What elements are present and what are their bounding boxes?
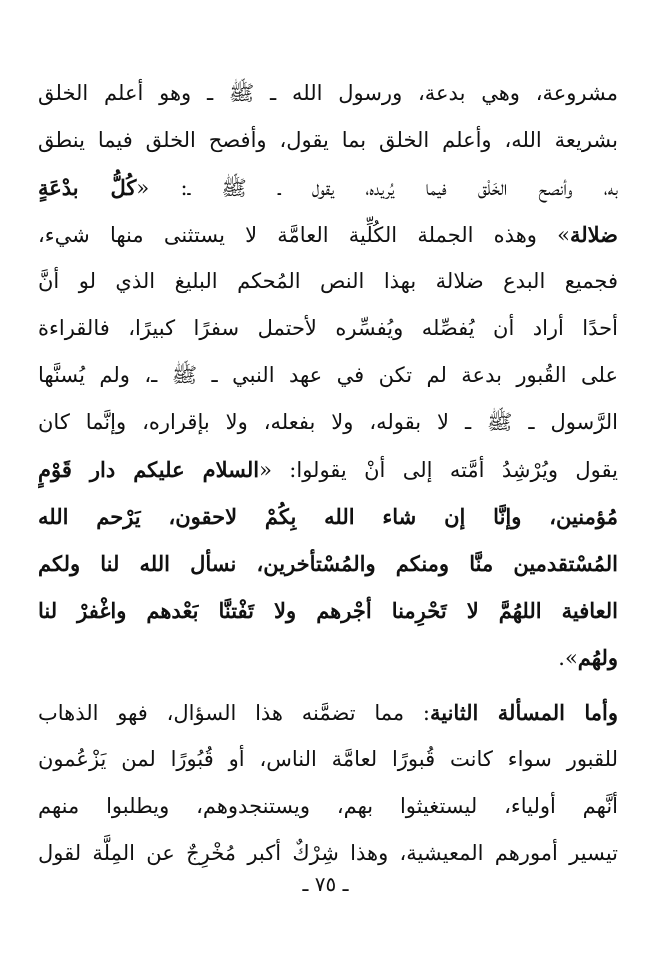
text-segment: على القُبور بدعة لم تكن في عهد النبي ـ ﷺ ـ، ولم يُسنَّها — [38, 363, 618, 387]
text-line — [38, 736, 618, 783]
bold-text-segment: مُؤمنين، وإنَّا إن شاء الله بِكُمْ لاحقون، يَرْحم الله — [38, 504, 618, 529]
text-segment: : مما تضمَّنه هذا السؤال، فهو الذهاب — [38, 701, 430, 725]
text-line — [38, 211, 618, 258]
text-line — [38, 634, 618, 681]
bold-text-segment: ضلالة — [569, 222, 618, 247]
text-line — [38, 352, 618, 399]
text-segment: تيسير أمورهم المعيشية، وهذا شِرْكٌ أكبر مُخْرِجٌ عن المِلَّة لقول — [38, 841, 618, 865]
text-line — [38, 258, 618, 305]
text-segment: مشروعة، وهي بدعة، ورسول الله ـ ﷺ ـ وهو أعلم الخلق — [38, 81, 618, 105]
paragraph-2 — [38, 689, 618, 877]
bold-text-segment: العافية اللهُمَّ لا تَحْرِمنا أجْرهم ولا تَفْتنَّا بَعْدهم واغْفرْ لنا — [38, 598, 618, 623]
bold-text-segment: المُسْتقدمين منَّا ومنكم والمُسْتأخرين، نسأل الله لنا ولكم — [38, 551, 618, 576]
text-line — [38, 783, 618, 830]
text-line — [38, 689, 618, 736]
bold-text-segment: وأما المسألة الثانية — [429, 700, 618, 725]
text-segment: فجميع البدع ضلالة بهذا النص المُحكم البليغ الذي لو أنَّ — [38, 269, 618, 293]
text-segment: بشريعة الله، وأعلم الخلق بما يقول، وأفصح الخلق فيما ينطق — [38, 128, 618, 152]
text-line — [38, 493, 618, 540]
text-line — [38, 305, 618, 352]
text-line — [38, 830, 618, 877]
text-segment: للقبور سواء كانت قُبورًا لعامَّة الناس، أو قُبُورًا لمن يَزْعُمون — [38, 747, 618, 771]
document-page — [38, 70, 618, 870]
paragraph-gap — [38, 681, 618, 689]
text-line — [38, 399, 618, 446]
bold-text-segment: كُلُّ بدْعَةٍ — [38, 175, 137, 200]
text-line — [38, 70, 618, 117]
page-number: ـ ٧٥ ـ — [302, 872, 349, 896]
bold-text-segment: السلام عليكم دار قَوْمٍ — [38, 457, 260, 482]
text-line — [38, 164, 618, 211]
text-line — [38, 117, 618, 164]
text-segment: » وهذه الجملة الكُلِّية العامَّة لا يستثنى منها شيء، — [38, 223, 570, 247]
text-line — [38, 446, 618, 493]
text-segment: أحدًا أراد أن يُفصِّله ويُفسِّره لأحتمل سفرًا كبيرًا، فالقراءة — [38, 316, 618, 340]
text-line — [38, 540, 618, 587]
bold-text-segment: ولهُم — [577, 645, 618, 670]
text-segment: ». — [558, 646, 578, 670]
text-segment: يقول ويُرْشِدُ أمَّته إلى أنْ يقولوا: « — [259, 458, 618, 482]
text-segment: به، وأنصح الخَلْق فيما يُريده، يقول ـ ﷺ ـ: « — [136, 176, 618, 200]
paragraph-1 — [38, 70, 618, 681]
text-line — [38, 587, 618, 634]
text-segment: أنَّهم أولياء، ليستغيثوا بهم، ويستنجدوهم، ويطلبوا منهم — [38, 794, 618, 818]
text-segment: الرَّسول ـ ﷺ ـ لا بقوله، ولا بفعله، ولا بإقراره، وإنَّما كان — [38, 410, 618, 434]
